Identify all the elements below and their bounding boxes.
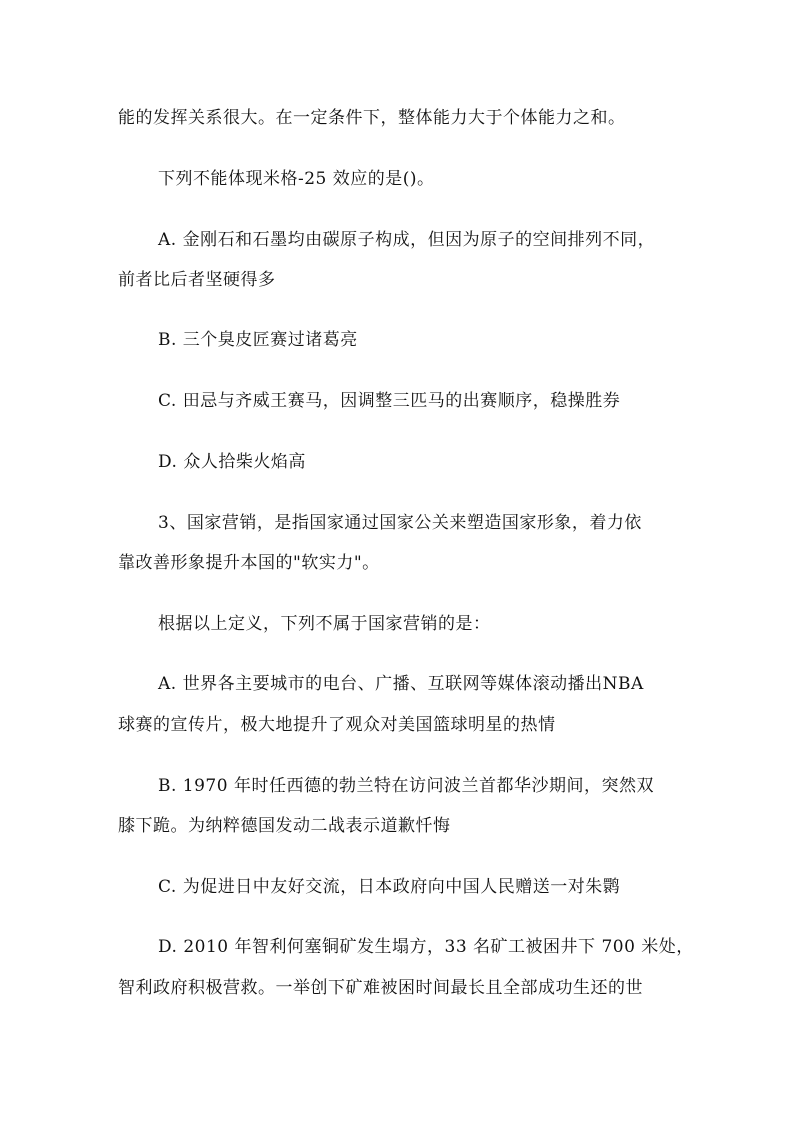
question-stem: 下列不能体现米格-25 效应的是()。 [158,169,435,189]
option-a-line-2: 前者比后者坚硬得多 [118,270,276,290]
option-c2: C. 为促进日中友好交流，日本政府向中国人民赠送一对朱鹮 [158,877,621,897]
option-d2-line-1: D. 2010 年智利何塞铜矿发生塌方，33 名矿工被困井下 700 米处， [158,937,694,957]
option-b2-line-2: 膝下跪。为纳粹德国发动二战表示道歉忏悔 [118,816,451,836]
definition-line-1: 3、国家营销，是指国家通过国家公关来塑造国家形象，着力依 [158,513,642,533]
option-b2-line-1: B. 1970 年时任西德的勃兰特在访问波兰首都华沙期间，突然双 [158,776,654,796]
question-stem-2: 根据以上定义，下列不属于国家营销的是： [158,614,491,634]
option-d: D. 众人拾柴火焰高 [158,452,306,472]
option-c: C. 田忌与齐威王赛马，因调整三匹马的出赛顺序，稳操胜券 [158,391,621,411]
definition-line-2: 靠改善形象提升本国的"软实力"。 [118,553,380,573]
option-a2-line-1: A. 世界各主要城市的电台、广播、互联网等媒体滚动播出NBA [158,674,644,694]
option-a2-line-2: 球赛的宣传片，极大地提升了观众对美国篮球明星的热情 [118,715,556,735]
option-b: B. 三个臭皮匠赛过诸葛亮 [158,330,358,350]
option-d2-line-2: 智利政府积极营救。一举创下矿难被困时间最长且全部成功生还的世 [118,978,643,998]
option-a-line-1: A. 金刚石和石墨均由碳原子构成，但因为原子的空间排列不同， [158,230,656,250]
text-line-1: 能的发挥关系很大。在一定条件下，整体能力大于个体能力之和。 [118,108,626,128]
